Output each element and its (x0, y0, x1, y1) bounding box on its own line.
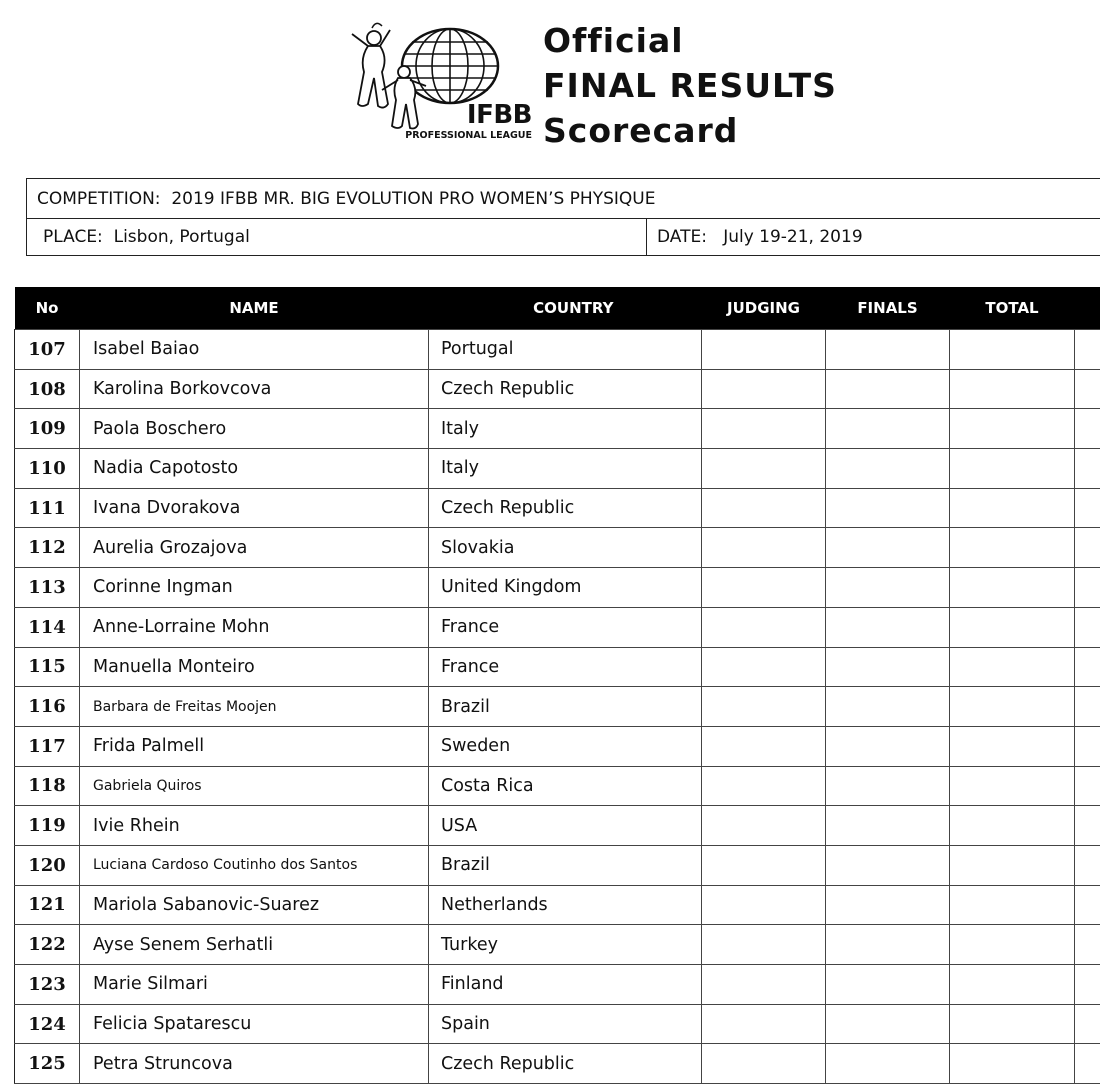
extra-cell (1075, 885, 1100, 925)
judging-score-cell (702, 330, 826, 370)
extra-cell (1075, 726, 1100, 766)
judging-score-cell (702, 647, 826, 687)
competitor-country: Italy (429, 449, 702, 489)
judging-score-cell (702, 488, 826, 528)
extra-cell (1075, 568, 1100, 608)
judging-score-cell (702, 726, 826, 766)
finals-score-cell (826, 607, 950, 647)
judging-score-cell (702, 369, 826, 409)
table-header-row (15, 287, 1100, 330)
competitor-name: Marie Silmari (80, 965, 429, 1005)
competition-value: 2019 IFBB MR. BIG EVOLUTION PRO WOMEN’S PHYSIQUE (171, 189, 655, 209)
competitor-country: Sweden (429, 726, 702, 766)
judging-score-cell (702, 607, 826, 647)
date-cell (647, 219, 863, 256)
finals-score-cell (826, 885, 950, 925)
judging-score-cell (702, 1004, 826, 1044)
competitor-name: Anne-Lorraine Mohn (80, 607, 429, 647)
competitor-name: Mariola Sabanovic-Suarez (80, 885, 429, 925)
competitor-number: 119 (15, 806, 80, 846)
finals-score-cell (826, 369, 950, 409)
total-score-cell (950, 925, 1075, 965)
ifbb-logo (346, 16, 532, 148)
total-score-cell (950, 965, 1075, 1005)
table-row (15, 726, 1100, 766)
competitor-number: 120 (15, 845, 80, 885)
date-label: DATE: (657, 227, 707, 247)
competitor-number: 108 (15, 369, 80, 409)
competitor-country: Spain (429, 1004, 702, 1044)
competitor-number: 116 (15, 687, 80, 727)
table-row (15, 687, 1100, 727)
competitor-name: Petra Struncova (80, 1044, 429, 1084)
total-score-cell (950, 369, 1075, 409)
judging-score-cell (702, 965, 826, 1005)
total-score-cell (950, 488, 1075, 528)
header-name: NAME (80, 287, 429, 330)
table-row (15, 369, 1100, 409)
competitor-country: Italy (429, 409, 702, 449)
competitor-name: Nadia Capotosto (80, 449, 429, 489)
finals-score-cell (826, 568, 950, 608)
competitor-country: Slovakia (429, 528, 702, 568)
total-score-cell (950, 568, 1075, 608)
competitor-name: Ayse Senem Serhatli (80, 925, 429, 965)
page-header (0, 0, 1100, 170)
extra-cell (1075, 488, 1100, 528)
competitor-name: Isabel Baiao (80, 330, 429, 370)
table-row (15, 568, 1100, 608)
total-score-cell (950, 330, 1075, 370)
total-score-cell (950, 1004, 1075, 1044)
competitor-country: Costa Rica (429, 766, 702, 806)
extra-cell (1075, 806, 1100, 846)
extra-cell (1075, 647, 1100, 687)
results-body (15, 330, 1100, 1084)
total-score-cell (950, 647, 1075, 687)
table-row (15, 449, 1100, 489)
finals-score-cell (826, 925, 950, 965)
judging-score-cell (702, 766, 826, 806)
table-row (15, 885, 1100, 925)
judging-score-cell (702, 1044, 826, 1084)
judging-score-cell (702, 687, 826, 727)
competitor-country: USA (429, 806, 702, 846)
extra-cell (1075, 845, 1100, 885)
competitor-country: Brazil (429, 687, 702, 727)
table-row (15, 925, 1100, 965)
competitor-number: 114 (15, 607, 80, 647)
header-finals: FINALS (826, 287, 950, 330)
competitor-country: Turkey (429, 925, 702, 965)
extra-cell (1075, 1004, 1100, 1044)
competitor-number: 124 (15, 1004, 80, 1044)
competition-label: COMPETITION: (37, 189, 161, 209)
finals-score-cell (826, 1004, 950, 1044)
logo-league-text: PROFESSIONAL LEAGUE (346, 131, 532, 141)
competitor-country: United Kingdom (429, 568, 702, 608)
competitor-name: Ivie Rhein (80, 806, 429, 846)
finals-score-cell (826, 687, 950, 727)
finals-score-cell (826, 845, 950, 885)
finals-score-cell (826, 766, 950, 806)
competitor-name: Manuella Monteiro (80, 647, 429, 687)
competitor-name: Karolina Borkovcova (80, 369, 429, 409)
judging-score-cell (702, 925, 826, 965)
total-score-cell (950, 449, 1075, 489)
competitor-number: 125 (15, 1044, 80, 1084)
extra-cell (1075, 766, 1100, 806)
competitor-country: Netherlands (429, 885, 702, 925)
extra-cell (1075, 965, 1100, 1005)
extra-cell (1075, 925, 1100, 965)
title-line-official: Official (543, 18, 837, 63)
table-row (15, 845, 1100, 885)
header-extra (1075, 287, 1100, 330)
competitor-country: France (429, 647, 702, 687)
table-row (15, 1044, 1100, 1084)
table-row (15, 528, 1100, 568)
competitor-country: Czech Republic (429, 488, 702, 528)
competitor-country: Czech Republic (429, 1044, 702, 1084)
competitor-country: Czech Republic (429, 369, 702, 409)
extra-cell (1075, 330, 1100, 370)
finals-score-cell (826, 330, 950, 370)
title-line-scorecard: Scorecard (543, 108, 837, 153)
extra-cell (1075, 369, 1100, 409)
table-row (15, 330, 1100, 370)
competition-row (27, 179, 1100, 219)
competitor-number: 110 (15, 449, 80, 489)
competitor-name: Paola Boschero (80, 409, 429, 449)
judging-score-cell (702, 568, 826, 608)
competitor-number: 122 (15, 925, 80, 965)
finals-score-cell (826, 965, 950, 1005)
scorecard-title (543, 18, 837, 153)
competitor-name: Ivana Dvorakova (80, 488, 429, 528)
finals-score-cell (826, 726, 950, 766)
competitor-country: Finland (429, 965, 702, 1005)
competitor-name: Felicia Spatarescu (80, 1004, 429, 1044)
competitor-number: 111 (15, 488, 80, 528)
total-score-cell (950, 409, 1075, 449)
table-row (15, 965, 1100, 1005)
date-value: July 19-21, 2019 (723, 227, 862, 247)
extra-cell (1075, 449, 1100, 489)
total-score-cell (950, 687, 1075, 727)
competitor-number: 113 (15, 568, 80, 608)
place-value: Lisbon, Portugal (114, 227, 250, 247)
competitor-number: 121 (15, 885, 80, 925)
judging-score-cell (702, 806, 826, 846)
total-score-cell (950, 528, 1075, 568)
finals-score-cell (826, 409, 950, 449)
total-score-cell (950, 1044, 1075, 1084)
total-score-cell (950, 766, 1075, 806)
place-label: PLACE: (43, 227, 103, 247)
results-table (14, 287, 1100, 1084)
total-score-cell (950, 726, 1075, 766)
competitor-number: 118 (15, 766, 80, 806)
competitor-name: Aurelia Grozajova (80, 528, 429, 568)
finals-score-cell (826, 528, 950, 568)
table-row (15, 1004, 1100, 1044)
competitor-country: Portugal (429, 330, 702, 370)
competitor-number: 109 (15, 409, 80, 449)
competitor-country: Brazil (429, 845, 702, 885)
table-row (15, 806, 1100, 846)
header-country: COUNTRY (429, 287, 702, 330)
competitor-name: Corinne Ingman (80, 568, 429, 608)
judging-score-cell (702, 528, 826, 568)
extra-cell (1075, 1044, 1100, 1084)
table-row (15, 766, 1100, 806)
competitor-number: 107 (15, 330, 80, 370)
place-cell (27, 219, 647, 256)
competitor-name: Barbara de Freitas Moojen (80, 687, 429, 727)
header-judging: JUDGING (702, 287, 826, 330)
total-score-cell (950, 607, 1075, 647)
competitor-name: Gabriela Quiros (80, 766, 429, 806)
title-line-final-results: FINAL RESULTS (543, 63, 837, 108)
finals-score-cell (826, 488, 950, 528)
header-no: No (15, 287, 80, 330)
finals-score-cell (826, 449, 950, 489)
competitor-number: 117 (15, 726, 80, 766)
table-row (15, 488, 1100, 528)
judging-score-cell (702, 845, 826, 885)
judging-score-cell (702, 409, 826, 449)
total-score-cell (950, 845, 1075, 885)
finals-score-cell (826, 1044, 950, 1084)
extra-cell (1075, 607, 1100, 647)
table-row (15, 647, 1100, 687)
event-info-box (26, 178, 1100, 256)
judging-score-cell (702, 885, 826, 925)
competitor-number: 123 (15, 965, 80, 1005)
competitor-name: Luciana Cardoso Coutinho dos Santos (80, 845, 429, 885)
competitor-number: 115 (15, 647, 80, 687)
total-score-cell (950, 885, 1075, 925)
logo-brand-text: IFBB (396, 102, 532, 128)
extra-cell (1075, 528, 1100, 568)
finals-score-cell (826, 647, 950, 687)
finals-score-cell (826, 806, 950, 846)
extra-cell (1075, 687, 1100, 727)
judging-score-cell (702, 449, 826, 489)
extra-cell (1075, 409, 1100, 449)
table-row (15, 409, 1100, 449)
header-total: TOTAL (950, 287, 1075, 330)
total-score-cell (950, 806, 1075, 846)
competitor-country: France (429, 607, 702, 647)
table-row (15, 607, 1100, 647)
competitor-name: Frida Palmell (80, 726, 429, 766)
competitor-number: 112 (15, 528, 80, 568)
